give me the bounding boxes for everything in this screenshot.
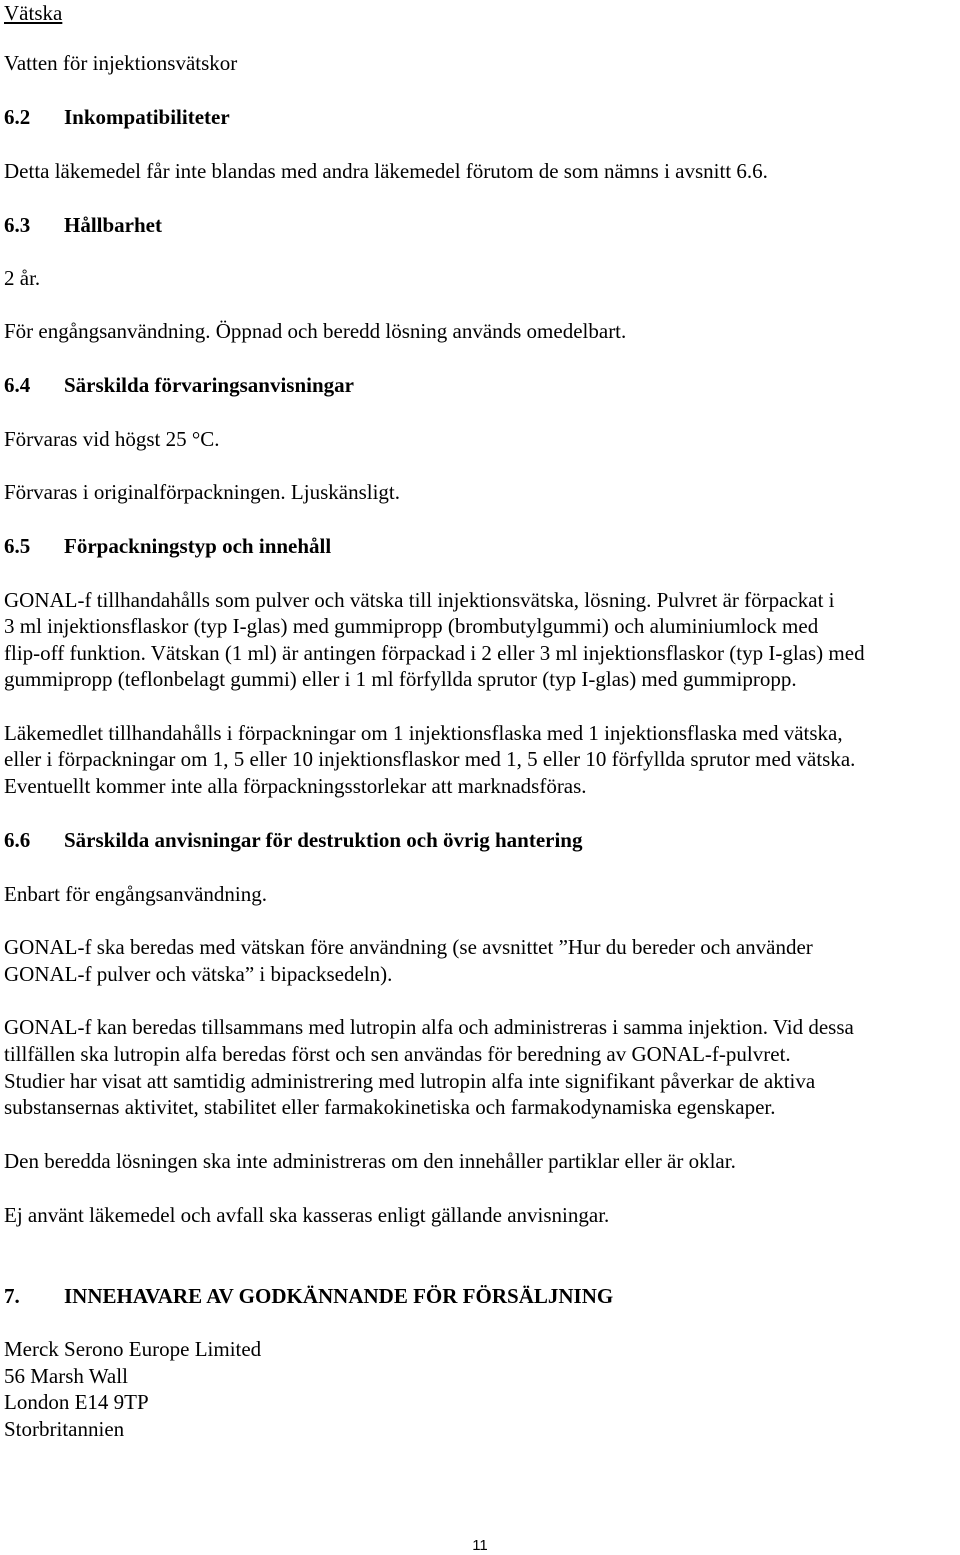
paragraph-line: flip-off funktion. Vätskan (1 ml) är antingen förpackad i 2 eller 3 ml injektionsflaskor (typ I-glas) med (4, 641, 865, 665)
paragraph-line: eller i förpackningar om 1, 5 eller 10 injektionsflaskor med 1, 5 eller 10 förfyllda sprutor med vätska. (4, 747, 856, 771)
section-title: Särskilda förvaringsanvisningar (64, 373, 354, 397)
paragraph-line: substansernas aktivitet, stabilitet eller farmakokinetiska och farmakodynamiska egenskaper. (4, 1095, 776, 1119)
paragraph-line: Ej använt läkemedel och avfall ska kasseras enligt gällande anvisningar. (4, 1203, 610, 1227)
paragraph-line: 3 ml injektionsflaskor (typ I-glas) med gummipropp (brombutylgummi) och aluminiumlock med (4, 614, 819, 638)
section-title: Förpackningstyp och innehåll (64, 534, 332, 558)
section-number: 7. (4, 1284, 20, 1308)
storage-temperature: Förvaras vid högst 25 °C. (4, 427, 220, 451)
section-number: 6.5 (4, 534, 31, 558)
address-line: 56 Marsh Wall (4, 1364, 128, 1388)
address-line: Merck Serono Europe Limited (4, 1337, 262, 1361)
section-6-2-heading (4, 104, 230, 131)
paragraph-line: Enbart för engångsanvändning. (4, 882, 268, 906)
paragraph-line: GONAL-f tillhandahålls som pulver och vätska till injektionsvätska, lösning. Pulvret är förpackat i (4, 588, 835, 612)
section-6-4-heading (4, 372, 354, 399)
section-number: 6.2 (4, 105, 31, 129)
storage-light: Förvaras i originalförpackningen. Ljuskänsligt. (4, 480, 400, 504)
paragraph-line: gummipropp (teflonbelagt gummi) eller i 1 ml förfyllda sprutor (typ I-glas) med gummipropp. (4, 667, 797, 691)
single-use-note: För engångsanvändning. Öppnad och beredd lösning används omedelbart. (4, 319, 627, 343)
section-title: INNEHAVARE AV GODKÄNNANDE FÖR FÖRSÄLJNING (64, 1284, 614, 1308)
paragraph-line: GONAL-f ska beredas med vätskan före användning (se avsnittet ”Hur du bereder och använder (4, 935, 813, 959)
section-number: 6.6 (4, 828, 31, 852)
liquid-label: Vätska (4, 1, 63, 25)
paragraph-line: Läkemedlet tillhandahålls i förpackningar om 1 injektionsflaska med 1 injektionsflaska med vätska, (4, 721, 843, 745)
paragraph-line: GONAL-f kan beredas tillsammans med lutropin alfa och administreras i samma injektion. Vid dessa (4, 1015, 854, 1039)
section-title: Särskilda anvisningar för destruktion och övrig hantering (64, 828, 583, 852)
section-number: 6.4 (4, 373, 31, 397)
paragraph-line: Eventuellt kommer inte alla förpackningsstorlekar att marknadsföras. (4, 774, 587, 798)
paragraph-line: Den beredda lösningen ska inte administreras om den innehåller partiklar eller är oklar. (4, 1149, 736, 1173)
paragraph-line: Studier har visat att samtidig administrering med lutropin alfa inte signifikant påverkar de aktiva (4, 1069, 816, 1093)
section-6-3-heading (4, 212, 162, 239)
section-6-6-heading (4, 827, 582, 854)
liquid-value: Vatten för injektionsvätskor (4, 51, 238, 75)
address-line: Storbritannien (4, 1417, 125, 1441)
section-7-heading (4, 1283, 613, 1310)
section-title: Inkompatibiliteter (64, 105, 230, 129)
section-6-2-text: Detta läkemedel får inte blandas med andra läkemedel förutom de som nämns i avsnitt 6.6. (4, 159, 768, 183)
section-6-5-heading (4, 533, 331, 560)
paragraph-line: tillfällen ska lutropin alfa beredas först och sen användas för beredning av GONAL-f-pulvret. (4, 1042, 791, 1066)
section-number: 6.3 (4, 213, 31, 237)
address-line: London E14 9TP (4, 1390, 149, 1414)
shelf-life: 2 år. (4, 266, 41, 290)
paragraph-line: GONAL-f pulver och vätska” i bipacksedeln). (4, 962, 393, 986)
section-title: Hållbarhet (64, 213, 162, 237)
page-number: 11 (472, 1537, 488, 1554)
